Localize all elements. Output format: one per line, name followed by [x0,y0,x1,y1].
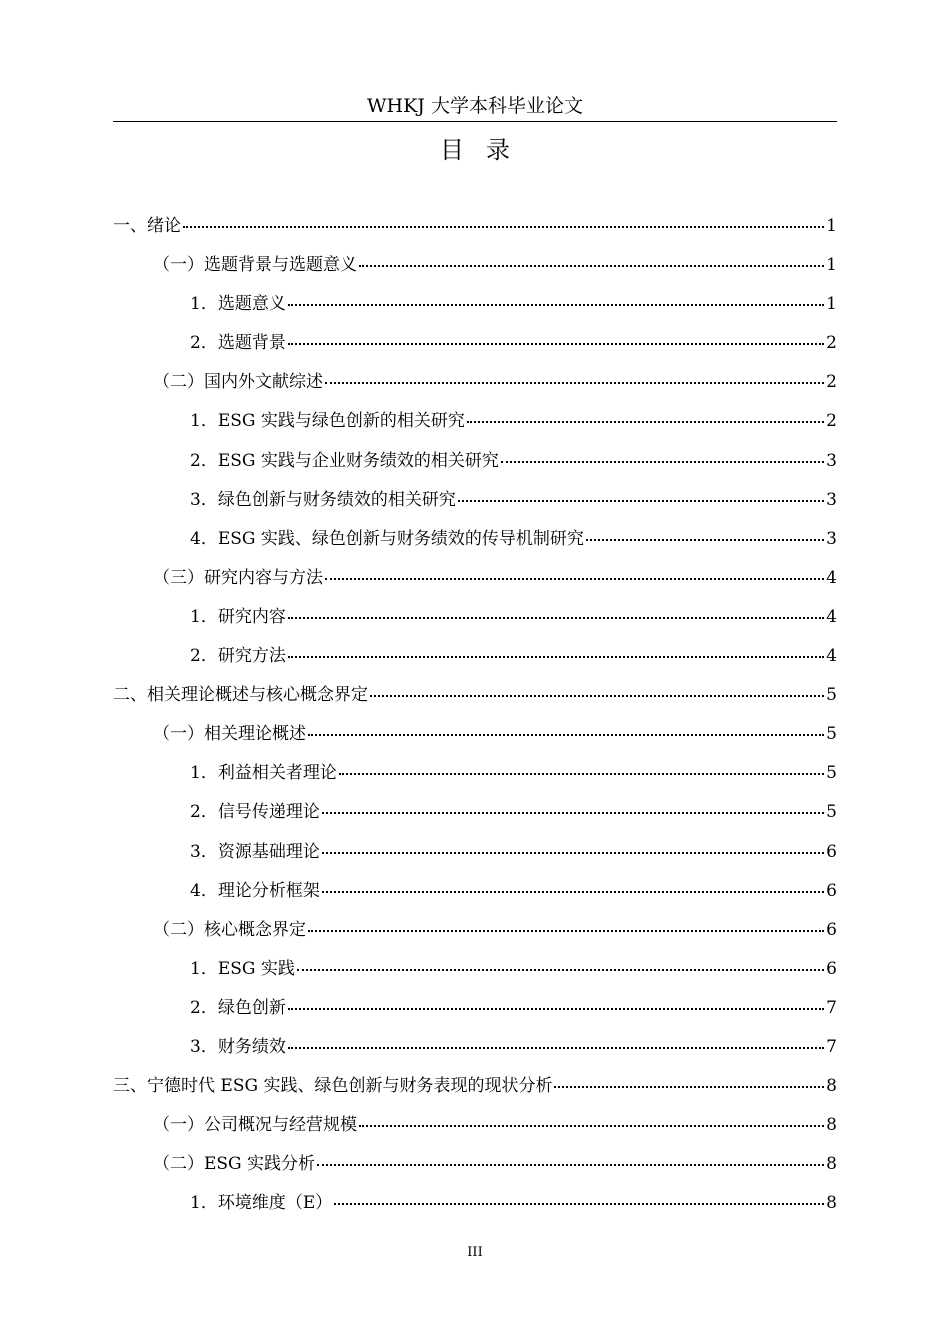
toc-leader-dots [339,753,824,775]
toc-entry[interactable] [113,1028,837,1067]
toc-entry-text: 3．财务绩效 [190,1036,286,1057]
toc-leader-dots [288,1027,824,1049]
toc-leader-dots [325,558,824,580]
toc-entry-text: （一）选题背景与选题意义 [153,255,357,276]
toc-entry[interactable] [113,715,837,754]
toc-entry-text: 3．绿色创新与财务绩效的相关研究 [190,489,456,510]
toc-entry-page: 8 [826,1193,837,1214]
toc-entry-page: 2 [826,411,837,432]
toc-entry[interactable] [113,246,837,285]
toc-entry-page: 1 [826,255,837,276]
toc-entry-text: 2．信号传递理论 [190,802,320,823]
header-rule [113,121,837,122]
toc-entry-page: 5 [826,802,837,823]
running-header: WHKJ 大学本科毕业论文 [367,95,583,117]
toc-leader-dots [288,988,824,1010]
toc-entry[interactable] [113,285,837,324]
toc-entry-text: 4．ESG 实践、绿色创新与财务绩效的传导机制研究 [190,528,584,549]
toc-entry-page: 2 [826,372,837,393]
toc-leader-dots [458,480,824,502]
toc-entry[interactable] [113,754,837,793]
toc-entry-page: 3 [826,489,837,510]
toc-entry-page: 7 [826,997,837,1018]
toc-entry[interactable] [113,989,837,1028]
toc-entry[interactable] [113,872,837,911]
toc-entry-page: 8 [826,1076,837,1097]
toc-entry[interactable] [113,598,837,637]
toc-leader-dots [359,1105,824,1127]
toc-entry[interactable] [113,324,837,363]
toc-entry[interactable] [113,402,837,441]
toc-entry-page: 5 [826,685,837,706]
toc-entry-page: 3 [826,450,837,471]
toc-entry-page: 5 [826,763,837,784]
toc-leader-dots [467,401,824,423]
toc-entry-page: 1 [826,294,837,315]
toc-title: 目录 [440,136,532,164]
toc-leader-dots [288,636,824,658]
toc-entry-text: 二、相关理论概述与核心概念界定 [113,685,368,706]
toc-leader-dots [359,245,824,267]
toc-entry-text: 2．ESG 实践与企业财务绩效的相关研究 [190,450,499,471]
toc-entry-page: 2 [826,333,837,354]
toc-entry-text: 三、宁德时代 ESG 实践、绿色创新与财务表现的现状分析 [113,1076,553,1097]
toc-leader-dots [322,832,824,854]
toc-entry-page: 4 [826,567,837,588]
toc-leader-dots [183,206,824,228]
toc-entry-page: 6 [826,841,837,862]
toc-entry-text: 2．绿色创新 [190,997,286,1018]
toc-entry[interactable] [113,363,837,402]
toc-entry-page: 8 [826,1115,837,1136]
toc-leader-dots [370,675,824,697]
toc-leader-dots [501,441,824,463]
toc-entry[interactable] [113,793,837,832]
toc-entry[interactable] [113,207,837,246]
toc-entry-text: （一）相关理论概述 [153,724,306,745]
toc-leader-dots [586,519,824,541]
toc-entry[interactable] [113,833,837,872]
toc-entry-page: 3 [826,528,837,549]
toc-leader-dots [334,1183,824,1205]
toc-entry-page: 1 [826,216,837,236]
toc-entry-text: 一、绪论 [113,216,181,236]
toc-entry-text: 2．选题背景 [190,333,286,354]
toc-entry[interactable] [113,1184,837,1223]
toc-entry[interactable] [113,1145,837,1184]
toc-entry[interactable] [113,442,837,481]
toc-entry-text: 3．资源基础理论 [190,841,320,862]
toc-leader-dots [317,1144,824,1166]
toc-leader-dots [297,949,824,971]
toc-entry-page: 8 [826,1154,837,1175]
toc-entry[interactable] [113,520,837,559]
toc-leader-dots [288,284,824,306]
toc-entry-text: 1．研究内容 [190,606,286,627]
toc-entry[interactable] [113,559,837,598]
toc-entry-text: （一）公司概况与经营规模 [153,1115,357,1136]
toc-entry-text: 1．环境维度（E） [190,1193,333,1214]
toc-entry[interactable] [113,676,837,715]
toc-entry[interactable] [113,1106,837,1145]
toc-entry-text: 4．理论分析框架 [190,880,320,901]
toc-entry[interactable] [113,950,837,989]
toc-leader-dots [554,1066,824,1088]
toc-leader-dots [288,323,824,345]
toc-entry-text: 1．ESG 实践与绿色创新的相关研究 [190,411,465,432]
toc-entry-page: 6 [826,958,837,979]
page-number: III [467,1245,483,1260]
toc-entry-page: 7 [826,1036,837,1057]
toc-entry[interactable] [113,1067,837,1106]
toc-entry-page: 4 [826,646,837,667]
toc-entry[interactable] [113,637,837,676]
toc-leader-dots [288,597,824,619]
toc-entry-text: （三）研究内容与方法 [153,567,323,588]
toc-entry-page: 4 [826,606,837,627]
toc-entry-text: （二）核心概念界定 [153,919,306,940]
toc-entry-page: 6 [826,880,837,901]
toc-leader-dots [308,714,824,736]
toc-entry-page: 5 [826,724,837,745]
toc-entry-text: 2．研究方法 [190,646,286,667]
toc-entry-text: 1．ESG 实践 [190,958,295,979]
toc-entry-text: （二）国内外文献综述 [153,372,323,393]
toc-leader-dots [308,910,824,932]
toc-leader-dots [325,362,824,384]
toc-leader-dots [322,871,824,893]
toc-entry-page: 6 [826,919,837,940]
toc-entry-text: 1．选题意义 [190,294,286,315]
table-of-contents [113,207,837,1223]
toc-entry-text: （二）ESG 实践分析 [153,1154,316,1175]
toc-entry[interactable] [113,481,837,520]
toc-entry-text: 1．利益相关者理论 [190,763,337,784]
toc-leader-dots [322,792,824,814]
toc-entry[interactable] [113,911,837,950]
